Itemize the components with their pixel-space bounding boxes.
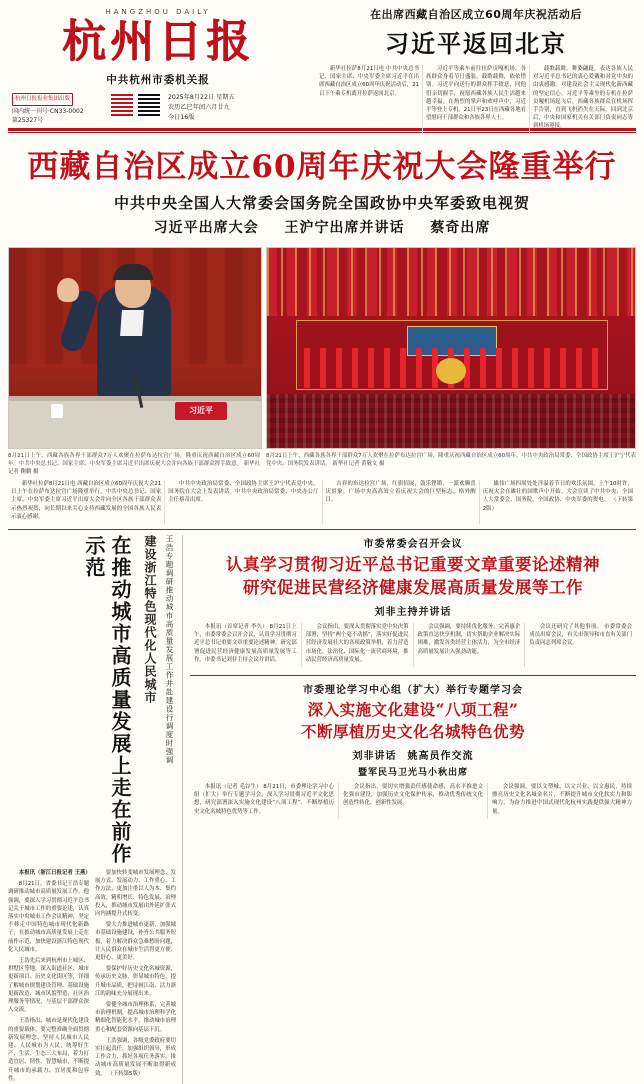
paragraph: 要加快转变城市发展理念、发展方式、发展动力、工作重心、工作方法，更加注重以人为本、集约高效、精明增长、特色发展、治理投入，推动城市发展由外延扩张式向内涵提升式转变。 xyxy=(95,870,176,918)
section2-byline: 刘非讲话 姚高员作交流 xyxy=(352,751,474,763)
paragraph: 本报讯（记者 毛谷生） 8月21日，市委理论学习中心组（扩大）举行专题学习会，深入学习贯彻习近平文化思想，研究部署深入实施文化建设“八项工程”、不断厚植历史文化名城特色优势等工作。 xyxy=(194,784,334,815)
masthead-pinyin: HANGZHOU DAILY xyxy=(105,8,211,16)
paragraph: 新华社拉萨8月21日电 中共中央总书记、国家主席、中央军委主席习近平在出席西藏自治区成立60周年庆祝活动后，21日下午乘专机离开拉萨返回北京。 xyxy=(319,66,419,97)
section1-body xyxy=(190,623,636,667)
top-story-body xyxy=(316,65,636,134)
section-standing-committee xyxy=(190,535,636,667)
paragraph: 8月21日，省委书记王浩专题调研推动城市高质量发展工作。他强调，要深入学习贯彻习近平总书记关于城市工作的重要论述，认真落实中央城市工作会议精神，坚定不移走中国特色城市现代化新路子，在推动城市高质量发展上走在前作示范，加快建设浙江特色现代化人民城市。 xyxy=(8,881,89,953)
paragraph: 会议指出，要切实增强责任感使命感，高水平推进文化强市建设，加强历史文化保护传承，推动优秀传统文化创造性转化、创新性发展。 xyxy=(343,784,483,807)
paragraph: 本报讯（首席记者 李久） 8月21日上午，市委常委会召开会议，认真学习贯彻习近平总书记重要文章重要论述精神，研究部署促进民营经济健康发展高质量发展等工作。市委书记刘非主持会议并讲话。 xyxy=(194,624,297,663)
masthead-brand xyxy=(8,6,308,125)
vertical-title-wrap xyxy=(8,535,176,865)
paragraph: 王浩指出，城市是现代化建设的重要载体。要完整准确全面贯彻新发展理念，坚持人民城市人民建、人民城市为人民，统筹好生产、生活、生态三大布局，着力打造宜居、韧性、智慧城市，不断提升城市的承载力、宜居度和包容性。 xyxy=(8,1018,89,1082)
main-headline: 西藏自治区成立60周年庆祝大会隆重举行 xyxy=(27,149,617,185)
section1-title-line1: 认真学习贯彻习近平总书记重要文章重要论述精神 xyxy=(226,555,600,575)
top-story-kicker: 在出席西藏自治区成立60周年庆祝活动后 xyxy=(370,8,582,21)
paragraph: 要保护好历史文化名城资源，传承历史文脉，彰显城市特色，提升城市品质，把诗画江南、活力浙江的韵味充分展现出来。 xyxy=(95,966,176,997)
date-line-3: 今日16版 xyxy=(168,114,195,121)
headline-item-1: 习近平出席大会 xyxy=(153,220,259,236)
section2-byline2: 暨军民马卫光马小秋出席 xyxy=(357,768,468,779)
left-feature-lead: 王浩专题调研推动城市高质量发展工作并赴建设行调度时强调 xyxy=(165,535,174,765)
paragraph: 要大力推进城市更新，加强城市基础设施建设，补齐公共服务短板，着力解决群众急难愁盼问题，让人民群众在城市生活得更方便、更舒心、更美好。 xyxy=(95,922,176,962)
lower-section xyxy=(8,535,636,1083)
article-column xyxy=(487,783,636,819)
article-column xyxy=(8,480,164,524)
paragraph: 会议强调，要持续优化服务，完善惠企政策直达快享机制，切实帮助企业解决实际困难，激发各类经营主体活力，为全市经济高质量发展注入强劲动能。 xyxy=(417,624,521,655)
masthead-publisher-info xyxy=(8,93,110,125)
left-feature-title: 在推动城市高质量发展上走在前作示范 xyxy=(82,535,132,866)
section2-kicker: 市委理论学习中心组（扩大）举行专题学习会 xyxy=(303,685,523,697)
issn-line: 国内统一刊号·CN33-0002 xyxy=(12,108,84,115)
main-article-columns xyxy=(8,480,636,524)
paragraph: 会议强调，要以文塑城、以文兴业、以文惠民，持续擦亮历史文化名城金名片，不断提升城市文化软实力和影响力，为奋力推进中国式现代化杭州实践提供强大精神力量。 xyxy=(492,784,632,815)
photo-caption: 8月21日上午，西藏各族各界干部群众7万人欢聚在拉萨布达拉宫广场，隆重庆祝西藏自治区成立60周年。中共中央总书记、国家主席、中央军委主席习近平出席庆祝大会并向各族干部群众挥手致意。 新华社记者 鞠鹏 摄 xyxy=(8,453,260,475)
qr-code-2-icon[interactable] xyxy=(137,93,161,117)
masthead-subtitle: 中共杭州市委机关报 xyxy=(106,74,210,86)
article-column xyxy=(301,623,413,667)
top-story-column xyxy=(529,65,636,134)
newspaper-logo: 杭州日报 xyxy=(62,16,254,67)
top-story-headline: 习近平返回北京 xyxy=(385,29,567,58)
nameplate xyxy=(175,402,227,420)
paragraph: 王浩先后来到杭州市上城区、拱墅区等地，深入街道社区、城市更新项目、历史文化街区等，详细了解城市规划建设管理、基础设施更新改造、城市风貌塑造、社区治理服务等情况，与基层干部群众深入交流。 xyxy=(8,958,89,1014)
left-feature-subtitle: 建设浙江特色现代化人民城市 xyxy=(143,535,157,705)
masthead-date xyxy=(164,93,235,123)
paragraph: 雄伟广场四周处处洋溢着节日的欢乐氛围。上午10时许，庆祝大会在雄壮的国歌声中开始。大会宣读了中共中央、全国人大常委会、国务院、全国政协、中央军委的贺电。 （下转第2版） xyxy=(482,481,633,512)
paragraph: 载歌载舞，舞姿翩跹，表达各族人民对习近平总书记的衷心爱戴和对党中央的由衷感激。对建设社会主义现代化新西藏的坚定信心。习近平等乘坐的专机在拉萨贡嘎机场起飞后，西藏各族群众在机场挥手告别，直到飞机消失在天际。回到北京后，中央和国家机关有关部门负责同志等到机场迎接。 xyxy=(533,66,633,130)
article-column xyxy=(524,623,636,667)
xi-waving-photo xyxy=(8,247,262,449)
paragraph: 要健全城市治理体系，完善城市治理机制，提高城市治理科学化精细化智能化水平，推动城市治理重心和配套资源向基层下沉。 xyxy=(95,1002,176,1033)
paragraph: 会议还研究了其他事项。 市委常委会成员出席会议，有关市领导和市直有关部门负责同志列席会议。 xyxy=(529,624,632,647)
article-column xyxy=(164,480,321,524)
section2-body xyxy=(190,783,636,819)
nameplate-text: 习近平 xyxy=(189,406,213,415)
article-column xyxy=(190,783,338,819)
left-feature-body xyxy=(8,869,176,1083)
right-articles xyxy=(183,535,636,1083)
section2-title-line2: 不断厚植历史文化名城特色优势 xyxy=(300,722,525,742)
top-story-column xyxy=(422,65,529,134)
paragraph xyxy=(8,869,89,877)
date-line-1: 2025年8月22日 星期五 xyxy=(168,94,235,101)
masthead xyxy=(8,6,636,130)
headline-item-3: 蔡奇出席 xyxy=(430,220,491,236)
main-subhead: 中共中央全国人大常委会国务院全国政协中央军委致电视贺 xyxy=(113,194,530,212)
publisher-badge: 杭州日报报业集团出版 xyxy=(12,93,73,106)
section-theory-study xyxy=(190,675,636,819)
left-feature-article xyxy=(8,535,183,1083)
article-column xyxy=(413,623,525,667)
photo-caption: 8月21日上午，西藏各族各界干部群众7万人欢聚在拉萨布达拉宫广场，隆重庆祝西藏自治区成立60周年。中共中央政治局常委、全国政协主席王沪宁代表党中央、国务院发表讲话。 新华社记者 黄敬文 摄 xyxy=(266,453,636,467)
article-column xyxy=(479,480,636,524)
article-column xyxy=(190,623,301,667)
celebration-hall-photo xyxy=(266,247,636,449)
issue-number: 第25327号 xyxy=(12,117,44,124)
divider-section xyxy=(8,529,636,530)
paragraph: 中共中央政治局常委、全国政协主席王沪宁代表党中央、国务院在大会上发表讲话。中共中央政治局常委、中央办公厅主任蔡奇出席。 xyxy=(168,481,319,504)
source-label: 本报讯（浙江日报记者 王燕） xyxy=(18,870,91,877)
article-column xyxy=(322,480,479,524)
paragraph: 会议指出，要深入贯彻落实党中央决策部署，坚持“两个毫不动摇”，落实好促进民营经济发展壮大的各项政策举措，着力营造市场化、法治化、国际化一流营商环境，推动民营经济高质量发展。 xyxy=(305,624,409,663)
section1-kicker: 市委常委会召开会议 xyxy=(363,539,463,551)
main-headline-block xyxy=(8,133,636,239)
main-headline-third-line xyxy=(8,217,636,237)
top-story-column xyxy=(316,65,422,134)
top-story xyxy=(308,6,636,134)
paragraph: 吉祥的布达拉宫广场，红旗招展，鼓乐铿锵，一派欢腾喜庆景象。广场中央高高耸立着庆祝大会的巨型标志，格外醒目。 xyxy=(325,481,476,504)
photo-row xyxy=(8,247,636,476)
section1-byline: 刘非主持并讲话 xyxy=(374,607,452,619)
qr-code-icon[interactable] xyxy=(110,93,134,117)
paragraph: 习近平等乘车前往拉萨贡嘎机场，各族群众身着节日盛装，载歌载舞，依依惜别。习近平向送行的群众挥手致意，同他们亲切握手，祝愿西藏各族人民生活越来越幸福。在热烈的掌声和欢呼声中，习近平等登上专机。21日至23日在西藏各地看望慰问干部群众和各族各界人士。 xyxy=(426,66,526,122)
article-column xyxy=(338,783,487,819)
date-line-2: 农历乙巳年闰六月廿九 xyxy=(168,104,230,111)
paragraph: 王浩强调，各级党委政府要切实扛起责任，加强组织领导，形成工作合力，抓好各项任务落实，推动城市高质量发展不断取得新成效。 （下转第5版） xyxy=(95,1037,176,1077)
paragraph: 新华社拉萨8月21日电 西藏自治区成立60周年庆祝大会21日上午在拉萨布达拉宫广场隆重举行。中共中央总书记、国家主席、中央军委主席习近平出席大会并向全区各族干部群众表示热烈祝贺，向长期以来关心支持西藏发展的全国各族人民表示衷心感谢。 xyxy=(11,481,162,520)
masthead-meta xyxy=(8,93,308,125)
section1-title-line2: 研究促进民营经济健康发展高质量发展等工作 xyxy=(243,578,583,598)
headline-item-2: 王沪宁出席并讲话 xyxy=(284,220,405,236)
section2-title-line1: 深入实施文化建设“八项工程” xyxy=(307,700,519,720)
